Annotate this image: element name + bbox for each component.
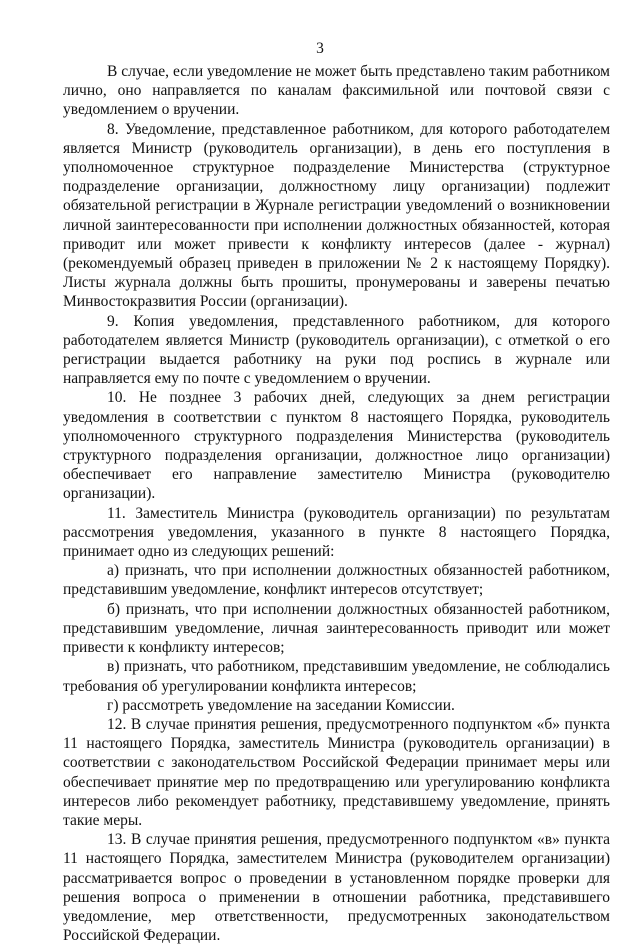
paragraph-13-inspection: 13. В случае принятия решения, предусмотренного подпунктом «в» пункта 11 настоящего Порядка, заместителем Министра (руководителем организации) рассматривается вопрос о проведении в установленном порядке проверки для решения вопроса о применении в отношении работника, представившего уведомление, мер ответственности, предусмотренных законодательством Российской Федерации. — [63, 831, 610, 945]
paragraph-9-copy: 9. Копия уведомления, представленного работником, для которого работодателем является Министр (руководитель организации), с отметкой о его регистрации выдается работнику на руки под роспись в журнале или направляется ему по почте с уведомлением о вручении. — [63, 312, 610, 388]
paragraph-12-measures: 12. В случае принятия решения, предусмотренного подпунктом «б» пункта 11 настоящего Порядка, заместитель Министра (руководитель организации) в соответствии с законодательством Российской Федерации принимает меры или обеспечивает принятие мер по предотвращению или урегулированию конфликта интересов либо рекомендует работнику, представившему уведомление, принять такие меры. — [63, 715, 610, 829]
list-item-g: г) рассмотреть уведомление на заседании Комиссии. — [107, 696, 455, 714]
page-number: 3 — [316, 40, 324, 57]
list-item-v: в) признать, что работником, представившим уведомление, не соблюдались требования об урегулировании конфликта интересов; — [63, 658, 610, 695]
paragraph-10-deadline: 10. Не позднее 3 рабочих дней, следующих за днем регистрации уведомления в соответствии с пунктом 8 настоящего Порядка, руководитель уполномоченного структурного подразделения Министерства (руководитель структурного подразделения организации, должностное лицо организации) обеспечивает его направление заместителю Министра (руководителю организации). — [63, 389, 610, 503]
list-item-a: а) признать, что при исполнении должностных обязанностей работником, представившим уведомление, конфликт интересов отсутствует; — [63, 562, 610, 599]
paragraph-delivery-by-mail: В случае, если уведомление не может быть представлено таким работником лично, оно направляется по каналам факсимильной или почтовой связи с уведомлением о вручении. — [63, 63, 610, 119]
document-body — [63, 62, 610, 945]
paragraph-8-registration: 8. Уведомление, представленное работником, для которого работодателем является Министр (руководитель организации), в день его поступления в уполномоченное структурное подразделение Министерства (структурное подразделение организации, должностному лицу организации) подлежит обязательной регистрации в Журнале регистрации уведомлений о возникновении личной заинтересованности при исполнении должностных обязанностей, которая приводит или может привести к конфликту интересов (далее - журнал) (рекомендуемый образец приведен в приложении № 2 к настоящему Порядку). Листы журнала должны быть прошиты, пронумерованы и заверены печатью Минвостокразвития России (организации). — [63, 120, 610, 311]
list-item-b: б) признать, что при исполнении должностных обязанностей работником, представившим уведомление, личная заинтересованность приводит или может привести к конфликту интересов; — [63, 600, 610, 657]
paragraph-11-decisions: 11. Заместитель Министра (руководитель организации) по результатам рассмотрения уведомления, указанного в пункте 8 настоящего Порядка, принимает одно из следующих решений: — [63, 504, 610, 561]
